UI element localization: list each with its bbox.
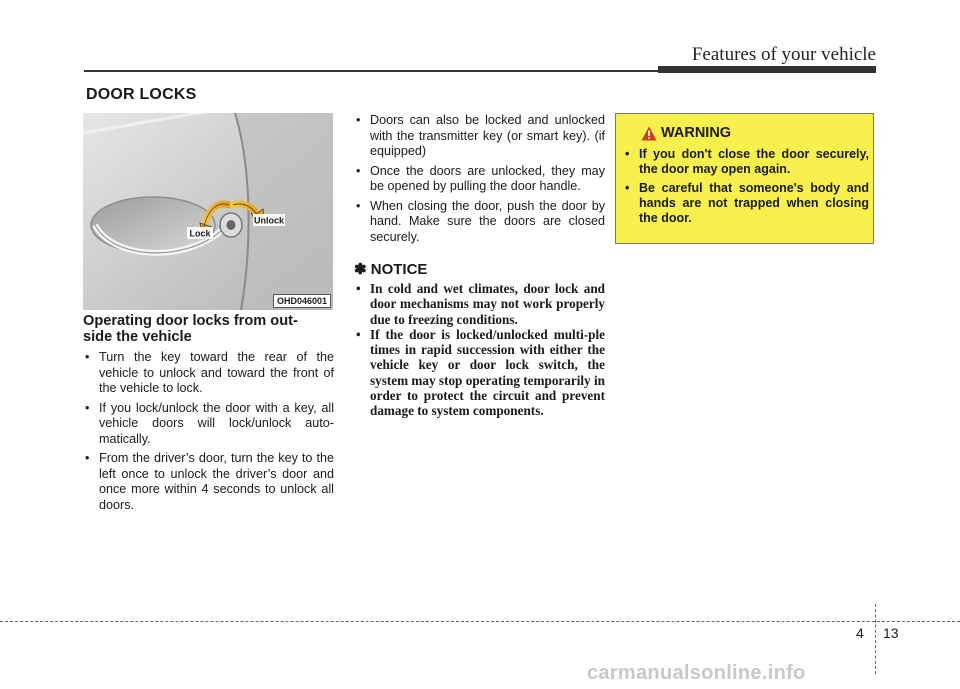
outside-operation-list (83, 350, 334, 513)
page-number: 13 (883, 625, 899, 641)
lock-label: Lock (189, 228, 211, 239)
warning-box (615, 113, 874, 244)
list-item: • When closing the door, push the door by hand. Make sure the doors are closed securely. (354, 199, 605, 246)
subheading-line: Operating door locks from out- side the vehicle (83, 313, 298, 345)
header-rule-accent (658, 66, 876, 73)
door-lock-illustration (83, 113, 333, 310)
warning-triangle-icon (641, 126, 657, 141)
watermark: carmanualsonline.info (587, 662, 806, 684)
column-transmitter (354, 113, 605, 419)
figure-code: OHD046001 (273, 294, 331, 308)
list-item: • Be careful that someone's body and hands are not trapped when closing the door. (623, 181, 869, 226)
warning-title: WARNING (661, 125, 732, 141)
transmitter-list (354, 113, 605, 245)
section-title: DOOR LOCKS (86, 86, 197, 103)
list-item: • In cold and wet climates, door lock and door mechanisms may not work properly due to freezing conditions. (354, 281, 605, 327)
warning-list (623, 147, 869, 230)
warning-header (641, 125, 731, 141)
header-title: Features of your vehicle (691, 44, 876, 65)
subheading-outside-operation (83, 313, 334, 345)
unlock-label: Unlock (253, 215, 285, 226)
list-item: • If you lock/unlock the door with a key, all vehicle doors will lock/unlock auto-matically. (83, 401, 334, 448)
notice-title: ✽ NOTICE (354, 261, 428, 278)
list-item: • Turn the key toward the rear of the vehicle to unlock and toward the front of the vehicle to lock. (83, 350, 334, 397)
list-item: • Once the doors are unlocked, they may be opened by pulling the door handle. (354, 164, 605, 195)
list-item: • Doors can also be locked and unlocked with the transmitter key (or smart key). (if equipped) (354, 113, 605, 160)
list-item: • From the driver’s door, turn the key to the left once to unlock the driver’s door and once more within 4 seconds to unlock all doors. (83, 451, 334, 513)
page-number-divider (875, 604, 876, 674)
list-item: • If the door is locked/unlocked multi-ple times in rapid succession with either the vehicle key or door lock switch, the system may stop operating temporarily in order to protect the circuit and prevent damage to system components. (354, 327, 605, 419)
notice-list (354, 281, 605, 419)
door-handle-drawing (83, 113, 333, 310)
footer-rule (0, 621, 960, 622)
column-outside-operation (83, 313, 334, 517)
list-item: • If you don't close the door securely, the door may open again. (623, 147, 869, 177)
chapter-number: 4 (856, 625, 864, 641)
